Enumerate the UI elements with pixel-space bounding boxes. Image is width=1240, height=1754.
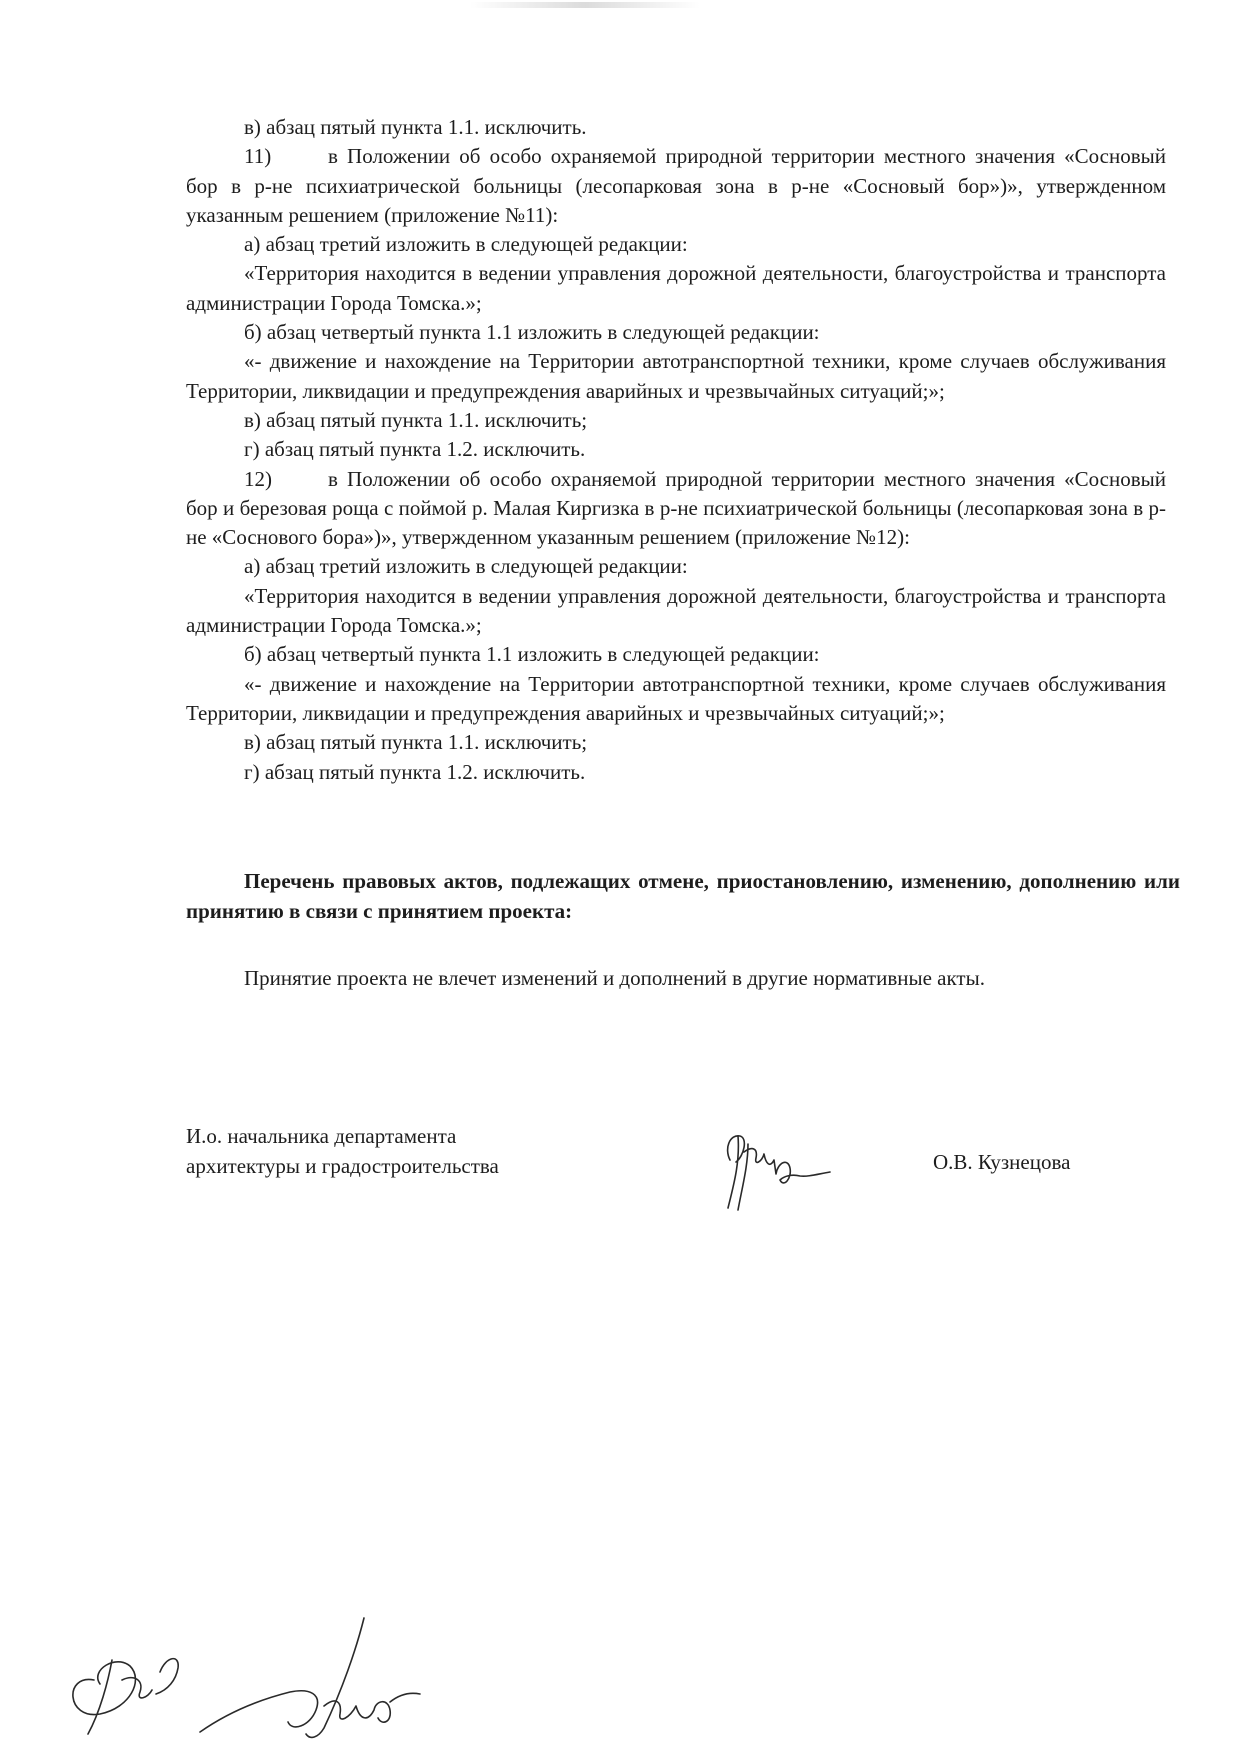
body-paragraph bbox=[186, 435, 1166, 464]
paragraph-text: в Положении об особо охраняемой природной территории местного значения «Сосновый бор и березовая роща с поймой р. Малая Киргизка в р-не психиатрической больницы (лесопарковая зона в р-не «Соснового бора»)», утвержденном указанным решением (приложение №12): bbox=[186, 466, 1166, 550]
paragraph-text: «- движение и нахождение на Территории автотранспортной техники, кроме случаев обслуживания Территории, ликвидации и предупреждения аварийных и чрезвычайных ситуаций;»; bbox=[186, 349, 1166, 403]
paragraph-text: б) абзац четвертый пункта 1.1 изложить в следующей редакции: bbox=[244, 642, 820, 667]
note-text: Принятие проекта не влечет изменений и дополнений в другие нормативные акты. bbox=[244, 966, 985, 990]
signatory-position-line2: архитектуры и градостроительства bbox=[186, 1154, 499, 1178]
paragraph-number: 12) bbox=[244, 466, 272, 491]
body-paragraph bbox=[186, 640, 1166, 669]
paragraph-text: в) абзац пятый пункта 1.1. исключить; bbox=[244, 407, 588, 432]
initials-signature bbox=[60, 1610, 440, 1750]
handwritten-signature bbox=[718, 1122, 838, 1214]
paragraph-text: а) абзац третий изложить в следующей редакции: bbox=[244, 232, 688, 257]
body-paragraph bbox=[186, 259, 1166, 318]
body-paragraph bbox=[186, 758, 1166, 787]
paragraph-text: г) абзац пятый пункта 1.2. исключить. bbox=[244, 437, 586, 462]
body-paragraph bbox=[186, 406, 1166, 435]
signatory-position bbox=[186, 1121, 606, 1181]
paragraph-text: а) абзац третий изложить в следующей редакции: bbox=[244, 554, 688, 579]
body-paragraph bbox=[186, 318, 1166, 347]
body-paragraph bbox=[186, 465, 1166, 553]
body-paragraph bbox=[186, 552, 1166, 581]
signatory-name: О.В. Кузнецова bbox=[933, 1150, 1071, 1174]
paragraph-number: 11) bbox=[244, 144, 272, 169]
scan-artifact bbox=[470, 2, 700, 8]
paragraph-text: «Территория находится в ведении управления дорожной деятельности, благоустройства и транспорта администрации Города Томска.»; bbox=[186, 583, 1166, 638]
body-paragraph bbox=[186, 728, 1166, 757]
signatory-position-line1: И.о. начальника департамента bbox=[186, 1124, 457, 1148]
body-paragraph bbox=[186, 582, 1166, 641]
paragraph-text: г) абзац пятый пункта 1.2. исключить. bbox=[244, 759, 586, 784]
body-paragraph bbox=[186, 670, 1166, 729]
body-paragraph bbox=[186, 230, 1166, 259]
section-heading: Перечень правовых актов, подлежащих отмене, приостановлению, изменению, дополнению или принятию в связи с принятием проекта: bbox=[186, 869, 1180, 923]
body-paragraph bbox=[186, 347, 1166, 406]
paragraph-text: «- движение и нахождение на Территории автотранспортной техники, кроме случаев обслуживания Территории, ликвидации и предупреждения аварийных и чрезвычайных ситуаций;»; bbox=[186, 671, 1166, 725]
paragraph-text: в Положении об особо охраняемой природной территории местного значения «Сосновый бор в р-не психиатрической больницы (лесопарковая зона в р-не «Сосновый бор»)», утвержденном указанным решением (приложение №11): bbox=[186, 144, 1166, 227]
body-paragraph bbox=[186, 142, 1166, 230]
paragraph-text: б) абзац четвертый пункта 1.1 изложить в следующей редакции: bbox=[244, 320, 820, 345]
paragraph-text: в) абзац пятый пункта 1.1. исключить; bbox=[244, 730, 588, 755]
paragraph-text: в) абзац пятый пункта 1.1. исключить. bbox=[244, 115, 587, 139]
document-body bbox=[186, 113, 1166, 787]
body-paragraph bbox=[186, 113, 1166, 142]
paragraph-text: «Территория находится в ведении управления дорожной деятельности, благоустройства и транспорта администрации Города Томска.»; bbox=[186, 261, 1166, 315]
